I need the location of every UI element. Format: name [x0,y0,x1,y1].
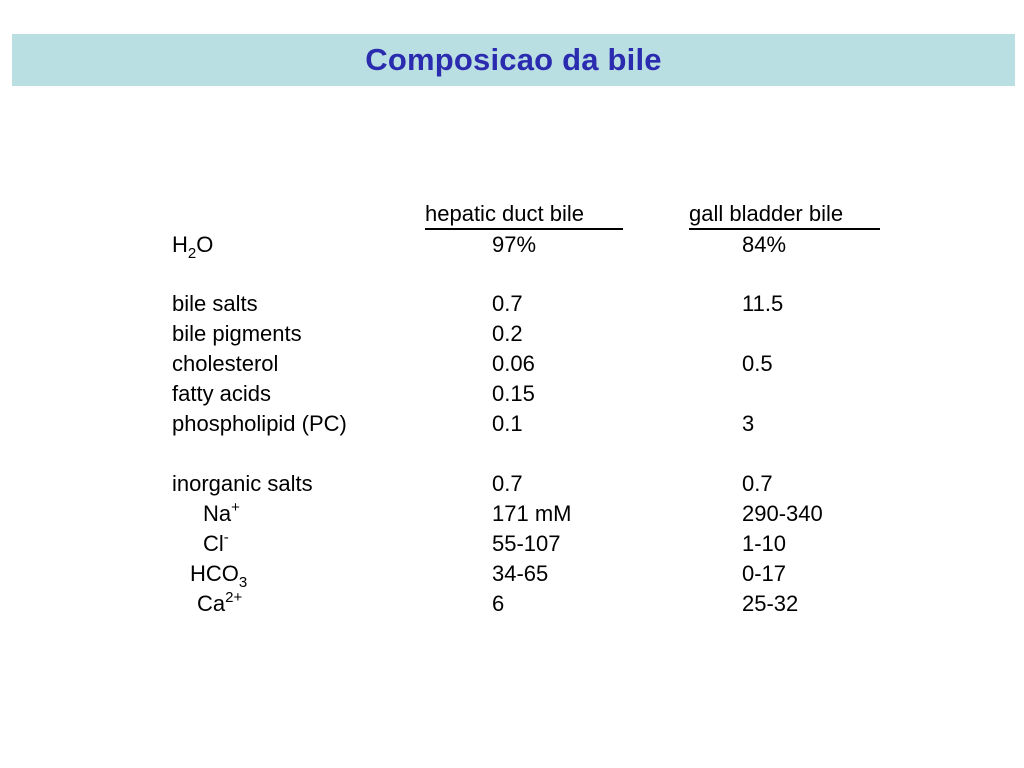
row-label-inorganic-salts: inorganic salts [172,471,313,496]
inorganic-salts-hepatic-value: 0.7 [492,471,523,496]
calcium-gall-value: 25-32 [742,591,799,616]
bicarbonate-subscript: 3 [238,574,248,591]
sodium-charge: + [231,499,240,516]
title-bar [12,34,1015,86]
water-base: H [172,232,188,257]
calcium-charge: 2+ [225,589,243,606]
bile-pigments-hepatic-value: 0.2 [492,321,523,346]
bile-salts-hepatic-value: 0.7 [492,291,523,316]
phospholipid-gall-value: 3 [742,411,755,436]
row-label-bile-salts: bile salts [172,291,258,316]
chloride-charge: - [223,529,229,546]
bicarbonate-gall-value: 0-17 [742,561,787,586]
phospholipid-hepatic-value: 0.1 [492,411,523,436]
row-label-chloride [203,529,229,556]
water-gall-value: 84% [742,232,787,257]
fatty-acids-hepatic-value: 0.15 [492,381,535,406]
cholesterol-hepatic-value: 0.06 [492,351,535,376]
bile-salts-gall-value: 11.5 [742,291,784,316]
bicarbonate-hepatic-value: 34-65 [492,561,549,586]
row-label-phospholipid: phospholipid (PC) [172,411,347,436]
row-label-bile-pigments: bile pigments [172,321,302,346]
row-label-calcium [197,589,243,616]
row-label-water [172,232,214,262]
chloride-hepatic-value: 55-107 [492,531,561,556]
inorganic-salts-gall-value: 0.7 [742,471,773,496]
cholesterol-gall-value: 0.5 [742,351,773,376]
bicarbonate-base: HCO [190,561,239,586]
sodium-hepatic-value: 171 mM [492,501,572,526]
calcium-base: Ca [197,591,226,616]
column-header-hepatic-duct-bile: hepatic duct bile [425,203,623,230]
column-header-gall-bladder-bile: gall bladder bile [689,203,880,230]
water-subscript: 2 [187,245,197,262]
row-label-cholesterol: cholesterol [172,351,279,376]
slide-title: Composicao da bile [365,42,662,77]
sodium-gall-value: 290-340 [742,501,823,526]
sodium-base: Na [203,501,232,526]
row-label-bicarbonate [190,561,248,591]
water-tail: O [196,232,214,257]
chloride-base: Cl [203,531,224,556]
water-hepatic-value: 97% [492,232,537,257]
chloride-gall-value: 1-10 [742,531,787,556]
calcium-hepatic-value: 6 [492,591,505,616]
row-label-fatty-acids: fatty acids [172,381,272,406]
row-label-sodium [203,499,240,526]
